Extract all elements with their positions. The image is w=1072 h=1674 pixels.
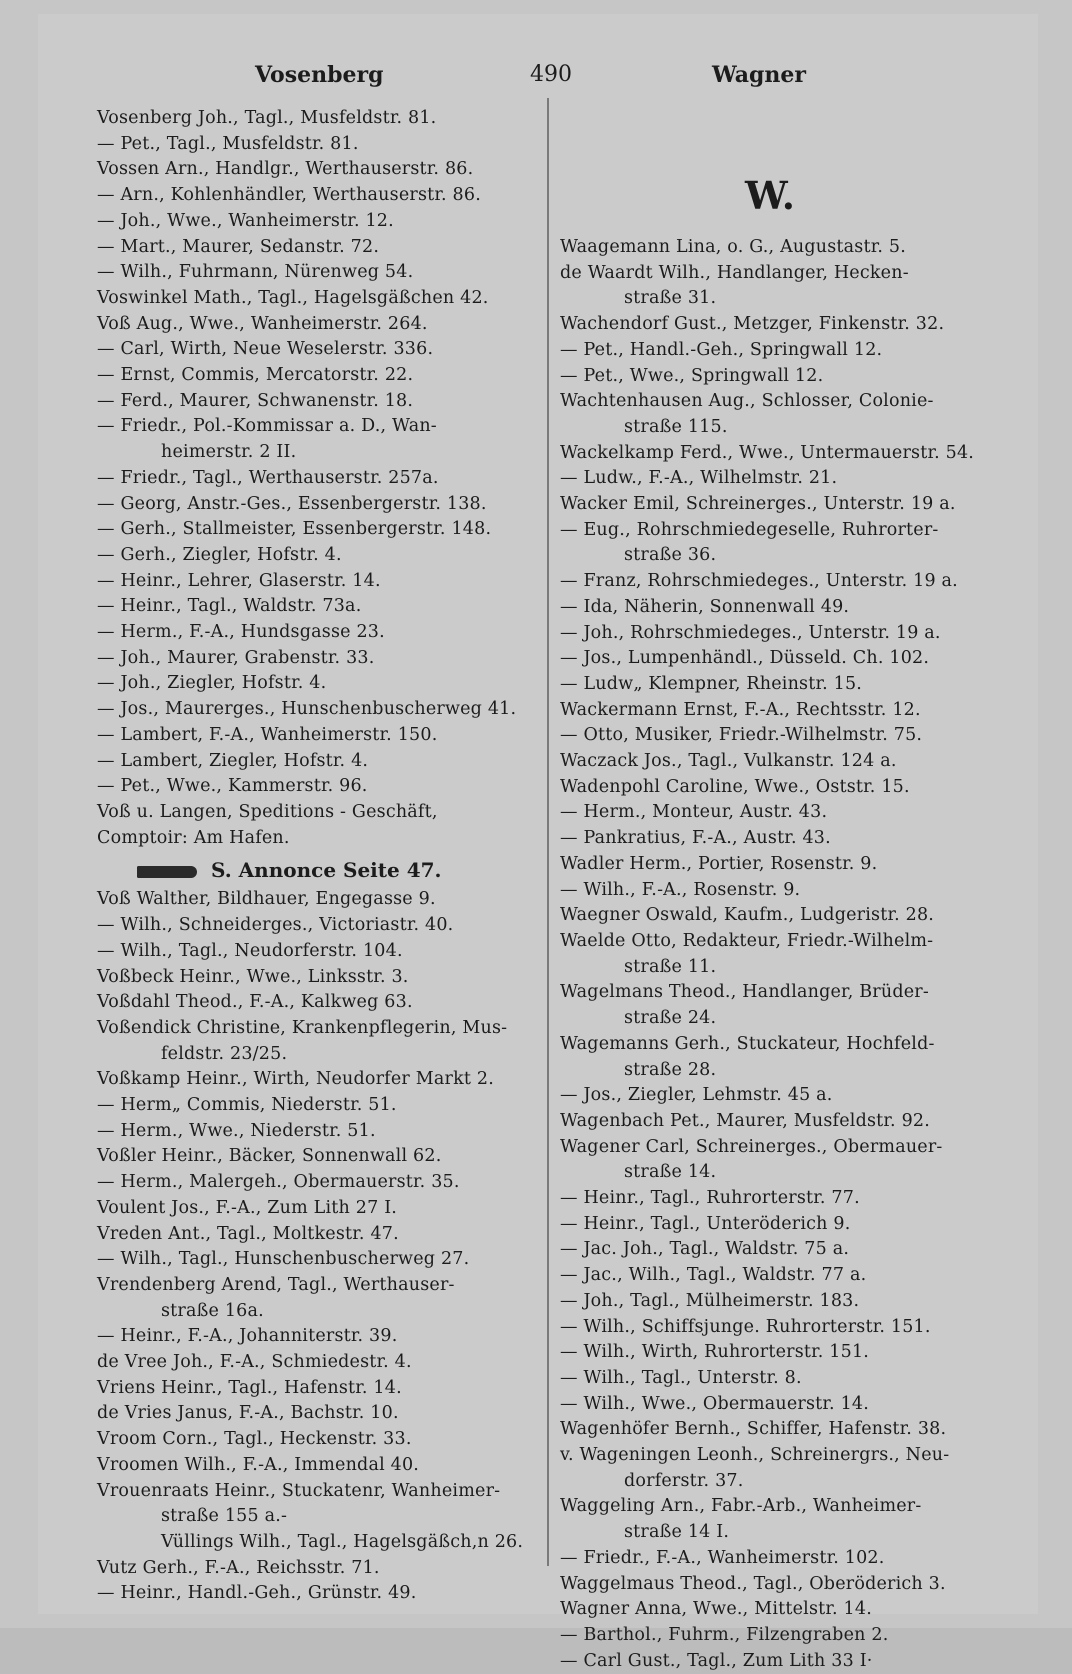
directory-entry: Vroom Corn., Tagl., Heckenstr. 33. [97,1429,412,1450]
directory-entry: — Herm., Wwe., Niederstr. 51. [97,1120,376,1141]
directory-entry: Wagenbach Pet., Maurer, Musfeldstr. 92. [560,1110,930,1131]
directory-entry: — Pet., Wwe., Springwall 12. [560,365,824,386]
directory-entry: Voßbeck Heinr., Wwe., Linksstr. 3. [97,966,409,987]
directory-entry: — Wilh., Wwe., Obermauerstr. 14. [560,1393,870,1414]
directory-entry: de Waardt Wilh., Handlanger, Hecken- [560,262,909,283]
directory-entry: — Heinr., Tagl., Unteröderich 9. [560,1213,851,1234]
directory-entry: — Herm., Monteur, Austr. 43. [560,802,828,823]
directory-entry: Wachendorf Gust., Metzger, Finkenstr. 32. [560,314,945,335]
directory-entry: — Lambert, Ziegler, Hofstr. 4. [97,750,369,771]
directory-entry: Vosenberg Joh., Tagl., Musfeldstr. 81. [97,108,437,128]
column-divider [547,98,549,1566]
left-column [97,106,537,1607]
directory-entry: Voßkamp Heinr., Wirth, Neudorfer Markt 2. [97,1069,494,1090]
directory-entry: — Otto, Musiker, Friedr.-Wilhelmstr. 75. [560,725,923,746]
directory-entry: — Jos., Maurerges., Hunschenbuscherweg 41. [97,699,517,720]
directory-entry: Comptoir: Am Hafen. [97,827,290,848]
directory-entry: Waggelmaus Theod., Tagl., Oberöderich 3. [560,1573,946,1594]
directory-entry: — Arn., Kohlenhändler, Werthauserstr. 86. [97,185,481,206]
directory-entry: Waagemann Lina, o. G., Augustastr. 5. [560,237,906,257]
directory-entry: — Franz, Rohrschmiedeges., Unterstr. 19 a. [560,571,958,592]
directory-entry: — Eug., Rohrschmiedegeselle, Ruhrorter- [560,519,939,540]
header-left-keyword: Vosenberg [255,62,384,88]
directory-entry: — Ludw., F.-A., Wilhelmstr. 21. [560,468,838,489]
directory-entry: — Carl Gust., Tagl., Zum Lith 33 I· [560,1650,873,1671]
directory-entry: — Wilh., Fuhrmann, Nürenweg 54. [97,262,414,283]
directory-entry: Wadenpohl Caroline, Wwe., Oststr. 15. [560,776,910,797]
directory-entry: Voßendick Christine, Krankenpflegerin, Mus- [97,1017,508,1038]
directory-entry: Voulent Jos., F.-A., Zum Lith 27 I. [97,1197,398,1218]
directory-entry: Voß Aug., Wwe., Wanheimerstr. 264. [97,313,428,334]
directory-entry: Wacker Emil, Schreinerges., Unterstr. 19 a. [560,494,956,515]
directory-entry: — Wilh., Wirth, Ruhrorterstr. 151. [560,1342,870,1363]
directory-entry-continuation: straße 24. [624,1008,717,1029]
directory-entry-continuation: straße 36. [624,545,717,566]
directory-entry: — Wilh., Schneiderges., Victoriastr. 40. [97,915,454,936]
page-header [0,62,1072,92]
directory-entry: — Joh., Ziegler, Hofstr. 4. [97,673,327,694]
directory-entry: — Pet., Handl.-Geh., Springwall 12. [560,339,883,360]
annonce-text: S. Annonce Seite 47. [211,858,442,883]
directory-entry: Wagemanns Gerh., Stuckateur, Hochfeld- [560,1033,935,1054]
header-right-keyword: Wagner [712,62,807,88]
directory-entry: — Ferd., Maurer, Schwanenstr. 18. [97,390,414,411]
directory-entry: — Joh., Wwe., Wanheimerstr. 12. [97,210,394,231]
directory-entry: — Friedr., F.-A., Wanheimerstr. 102. [560,1547,885,1568]
directory-entry: Wagener Carl, Schreinerges., Obermauer- [560,1136,943,1157]
directory-entry: Vrouenraats Heinr., Stuckatenr, Wanheimer- [97,1480,501,1501]
directory-entry: — Mart., Maurer, Sedanstr. 72. [97,236,380,257]
directory-entry: de Vries Janus, F.-A., Bachstr. 10. [97,1403,399,1424]
directory-entry: — Wilh., F.-A., Rosenstr. 9. [560,879,801,900]
directory-entry: — Herm„ Commis, Niederstr. 51. [97,1095,397,1116]
directory-entry: Vutz Gerh., F.-A., Reichsstr. 71. [97,1557,380,1578]
directory-entry: de Vree Joh., F.-A., Schmiedestr. 4. [97,1352,412,1373]
pointing-hand-icon [137,866,197,878]
directory-entry: — Herm., Malergeh., Obermauerstr. 35. [97,1172,460,1193]
directory-entry: — Pet., Tagl., Musfeldstr. 81. [97,133,359,154]
directory-entry-continuation: straße 155 a.- [161,1506,288,1527]
directory-entry: — Jos., Lumpenhändl., Düsseld. Ch. 102. [560,648,930,669]
directory-entry: Vriens Heinr., Tagl., Hafenstr. 14. [97,1377,402,1398]
directory-entry: — Joh., Maurer, Grabenstr. 33. [97,647,375,668]
directory-entry-continuation: straße 14 I. [624,1522,730,1543]
directory-entry-continuation: heimerstr. 2 II. [161,442,297,463]
directory-entry: — Wilh., Tagl., Neudorferstr. 104. [97,940,403,961]
directory-entry: Waelde Otto, Redakteur, Friedr.-Wilhelm- [560,930,934,951]
directory-entry: Voswinkel Math., Tagl., Hagelsgäßchen 42. [97,287,489,308]
directory-entry: Waggeling Arn., Fabr.-Arb., Wanheimer- [560,1496,922,1517]
directory-entry: Voß Walther, Bildhauer, Engegasse 9. [97,889,436,910]
directory-entry: Vreden Ant., Tagl., Moltkestr. 47. [97,1223,399,1244]
directory-entry: — Heinr., Handl.-Geh., Grünstr. 49. [97,1583,417,1604]
directory-entry-continuation: straße 31. [624,288,717,309]
directory-entry: — Pet., Wwe., Kammerstr. 96. [97,776,368,797]
directory-entry: — Lambert, F.-A., Wanheimerstr. 150. [97,724,438,745]
directory-entry: Wackelkamp Ferd., Wwe., Untermauerstr. 54. [560,442,975,463]
directory-entry-continuation: straße 11. [624,956,717,977]
directory-entry: — Herm., F.-A., Hundsgasse 23. [97,622,385,643]
directory-entry: Wagner Anna, Wwe., Mittelstr. 14. [560,1599,872,1620]
directory-entry: Voßdahl Theod., F.-A., Kalkweg 63. [97,992,413,1013]
directory-entry-continuation: dorferstr. 37. [624,1470,744,1491]
directory-entry-continuation: straße 16a. [161,1300,264,1321]
directory-entry: — Joh., Rohrschmiedeges., Unterstr. 19 a. [560,622,941,643]
directory-entry: — Pankratius, F.-A., Austr. 43. [560,828,831,849]
directory-entry: — Wilh., Tagl., Unterstr. 8. [560,1367,802,1388]
section-letter: W. [745,173,795,218]
directory-entry: — Ludw„ Klempner, Rheinstr. 15. [560,673,863,694]
directory-entry: — Joh., Tagl., Mülheimerstr. 183. [560,1290,860,1311]
directory-entry: — Jac. Joh., Tagl., Waldstr. 75 a. [560,1239,850,1260]
directory-entry: Wagenhöfer Bernh., Schiffer, Hafenstr. 38. [560,1419,947,1440]
directory-entry: — Ernst, Commis, Mercatorstr. 22. [97,365,414,386]
directory-entry: — Gerh., Stallmeister, Essenbergerstr. 148. [97,519,492,540]
directory-entry: Waczack Jos., Tagl., Vulkanstr. 124 a. [560,751,897,772]
directory-entry: Vroomen Wilh., F.-A., Immendal 40. [97,1454,420,1475]
right-column [560,165,990,1674]
directory-entry: — Heinr., F.-A., Johanniterstr. 39. [97,1326,398,1347]
directory-entry: Wadler Herm., Portier, Rosenstr. 9. [560,853,878,874]
directory-entry: — Friedr., Tagl., Werthauserstr. 257a. [97,467,439,488]
directory-entry: — Gerh., Ziegler, Hofstr. 4. [97,544,342,565]
annonce-reference [97,855,537,885]
directory-entry-continuation: straße 14. [624,1162,717,1183]
directory-entry: — Barthol., Fuhrm., Filzengraben 2. [560,1624,889,1645]
directory-entry: — Jos., Ziegler, Lehmstr. 45 a. [560,1085,833,1106]
directory-entry: — Heinr., Tagl., Waldstr. 73a. [97,596,362,617]
directory-entry: v. Wageningen Leonh., Schreinergrs., Neu- [560,1445,950,1466]
directory-entry-continuation: straße 28. [624,1059,717,1080]
directory-entry-continuation: straße 115. [624,416,728,437]
directory-entry: Wagelmans Theod., Handlanger, Brüder- [560,982,929,1003]
directory-entry: — Georg, Anstr.-Ges., Essenbergerstr. 138. [97,493,487,514]
directory-entry: Vrendenberg Arend, Tagl., Werthauser- [97,1274,455,1295]
directory-entry: Vossen Arn., Handlgr., Werthauserstr. 86. [97,159,474,180]
directory-entry: Wachtenhausen Aug., Schlosser, Colonie- [560,391,934,412]
directory-entry: — Wilh., Schiffsjunge. Ruhrorterstr. 151. [560,1316,931,1337]
directory-entry: Wackermann Ernst, F.-A., Rechtsstr. 12. [560,699,921,720]
directory-entry: — Jac., Wilh., Tagl., Waldstr. 77 a. [560,1265,867,1286]
directory-entry: — Carl, Wirth, Neue Weselerstr. 336. [97,339,434,360]
directory-entry: — Friedr., Pol.-Kommissar a. D., Wan- [97,416,437,437]
directory-entry-continuation: Vüllings Wilh., Tagl., Hagelsgäßch,n 26. [161,1531,524,1552]
directory-entry: — Heinr., Lehrer, Glaserstr. 14. [97,570,381,591]
right-column-entries [560,235,990,1674]
directory-entry-continuation: feldstr. 23/25. [161,1043,288,1064]
directory-entry: — Heinr., Tagl., Ruhrorterstr. 77. [560,1188,860,1209]
directory-entry: Waegner Oswald, Kaufm., Ludgeristr. 28. [560,905,935,926]
directory-entry: Voß u. Langen, Speditions - Geschäft, [97,801,438,822]
page-number: 490 [530,62,572,87]
directory-entry: — Ida, Näherin, Sonnenwall 49. [560,596,850,617]
directory-entry: — Wilh., Tagl., Hunschenbuscherweg 27. [97,1249,470,1270]
directory-entry: Voßler Heinr., Bäcker, Sonnenwall 62. [97,1146,442,1167]
